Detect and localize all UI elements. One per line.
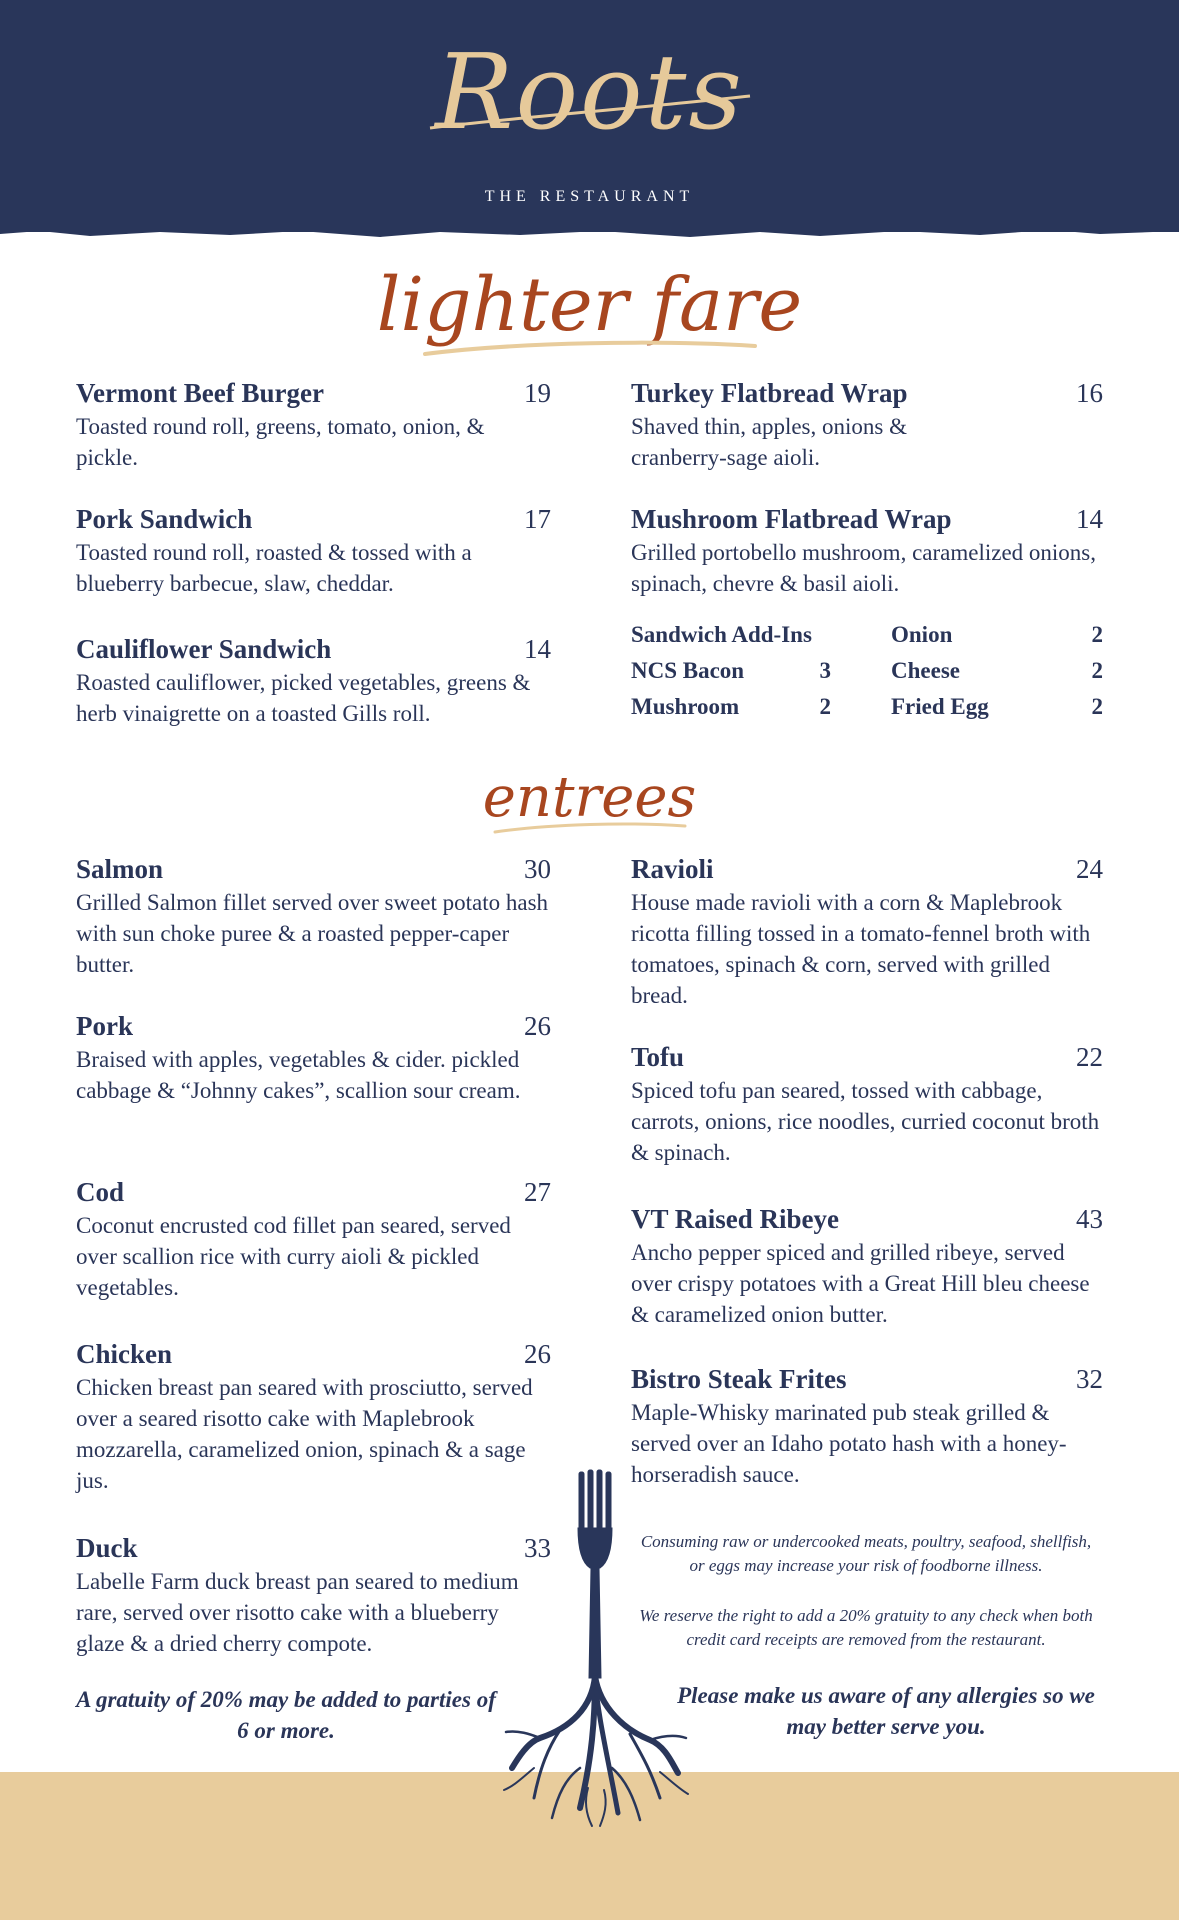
item-price: 33 <box>524 1533 551 1563</box>
item-price: 17 <box>524 504 551 534</box>
item-description: Roasted cauliflower, picked vegetables, greens & herb vinaigrette on a toasted Gills roll. <box>76 670 531 726</box>
item-name: Tofu <box>631 1042 685 1072</box>
header-banner <box>0 0 1179 232</box>
logo: Roots <box>435 31 744 153</box>
item-description: Coconut encrusted cod fillet pan seared, served over scallion rice with curry aioli & pickled vegetables. <box>76 1213 511 1300</box>
item-description: Grilled Salmon fillet served over sweet potato hash with sun choke puree & a roasted pepper-caper butter. <box>76 890 549 977</box>
item-name: Salmon <box>76 854 164 884</box>
item-name: Turkey Flatbread Wrap <box>631 378 908 408</box>
tagline: THE RESTAURANT <box>484 188 695 205</box>
menu-item <box>631 1364 1103 1490</box>
item-price: 27 <box>524 1177 551 1207</box>
addins-title: Sandwich Add-Ins <box>631 622 812 647</box>
item-description: House made ravioli with a corn & Maplebrook ricotta filling tossed in a tomato-fennel broth with tomatoes, spinach & corn, served with grilled bread. <box>631 890 1091 1008</box>
menu-item <box>76 504 551 599</box>
item-description: Maple-Whisky marinated pub steak grilled & served over an Idaho potato hash with a honey-horseradish sauce. <box>631 1400 1067 1487</box>
item-price: 22 <box>1076 1042 1103 1072</box>
item-price: 43 <box>1076 1204 1103 1234</box>
brush-edge-icon <box>0 225 1179 247</box>
item-price: 14 <box>1076 504 1103 534</box>
item-name: Mushroom Flatbread Wrap <box>631 504 952 534</box>
item-name: Chicken <box>76 1339 173 1369</box>
sandwich-addins <box>631 622 1103 720</box>
menu-item <box>76 1011 551 1106</box>
gratuity-party-notice: A gratuity of 20% may be added to parties of 6 or more. <box>76 1687 496 1743</box>
item-description: Grilled portobello mushroom, caramelized onions, spinach, chevre & basil aioli. <box>631 540 1096 596</box>
addin-item: Fried Egg 2 <box>891 694 1103 719</box>
item-description: Toasted round roll, greens, tomato, onion, & pickle. <box>76 414 485 470</box>
section-title-entrees: entrees <box>482 765 697 830</box>
item-price: 32 <box>1076 1364 1103 1394</box>
item-name: Cauliflower Sandwich <box>76 634 332 664</box>
item-name: Cod <box>76 1177 125 1207</box>
addin-item: Cheese 2 <box>891 658 1103 683</box>
menu-item <box>631 504 1103 599</box>
menu-item <box>76 1177 551 1303</box>
item-price: 14 <box>524 634 551 664</box>
menu-item <box>631 378 1103 473</box>
addin-item: Mushroom 2 <box>631 694 831 719</box>
item-description: Toasted round roll, roasted & tossed with a blueberry barbecue, slaw, cheddar. <box>76 540 472 596</box>
menu-item <box>631 1204 1103 1330</box>
section-title-lighter-fare: lighter fare <box>376 262 803 348</box>
item-name: Bistro Steak Frites <box>631 1364 847 1394</box>
item-name: Pork Sandwich <box>76 504 253 534</box>
fork-roots-icon <box>500 1468 690 1828</box>
item-description: Ancho pepper spiced and grilled ribeye, served over crispy potatoes with a Great Hill bleu cheese & caramelized onion butter. <box>631 1240 1090 1327</box>
menu-item <box>76 1533 551 1659</box>
section-swash-icon <box>420 336 760 360</box>
item-price: 30 <box>524 854 551 884</box>
item-name: VT Raised Ribeye <box>631 1204 840 1234</box>
item-price: 16 <box>1076 378 1103 408</box>
item-name: Ravioli <box>631 854 714 884</box>
menu-item <box>76 634 551 729</box>
item-name: Vermont Beef Burger <box>76 378 324 408</box>
item-description: Spiced tofu pan seared, tossed with cabbage, carrots, onions, rice noodles, curried coconut broth & spinach. <box>631 1078 1100 1165</box>
logo-swash-icon <box>420 88 760 168</box>
item-price: 24 <box>1076 854 1103 884</box>
item-name: Duck <box>76 1533 138 1563</box>
item-description: Shaved thin, apples, onions & cranberry-sage aioli. <box>631 414 907 470</box>
item-price: 26 <box>524 1339 551 1369</box>
menu-item <box>631 1042 1103 1168</box>
item-description: Labelle Farm duck breast pan seared to medium rare, served over risotto cake with a blueberry glaze & a dried cherry compote. <box>76 1569 519 1656</box>
menu-item <box>76 378 551 473</box>
addin-item: Onion 2 <box>891 622 1103 647</box>
raw-food-warning: Consuming raw or undercooked meats, poultry, seafood, shellfish, or eggs may increase your risk of foodborne illness. <box>640 1532 1092 1575</box>
menu-item <box>631 854 1103 1011</box>
item-description: Braised with apples, vegetables & cider. pickled cabbage & “Johnny cakes”, scallion sour cream. <box>76 1047 521 1103</box>
item-price: 26 <box>524 1011 551 1041</box>
allergies-notice: Please make us aware of any allergies so we may better serve you. <box>677 1683 1095 1739</box>
section-swash-icon <box>490 818 690 838</box>
gratuity-split-notice: We reserve the right to add a 20% gratuity to any check when both credit card receipts are removed from the restaurant. <box>639 1606 1093 1649</box>
menu-item <box>76 1339 551 1496</box>
menu-item <box>76 854 551 980</box>
item-price: 19 <box>524 378 551 408</box>
item-description: Chicken breast pan seared with prosciutto, served over a seared risotto cake with Maplebrook mozzarella, caramelized onion, spinach & a sage jus. <box>76 1375 533 1493</box>
addin-item: NCS Bacon 3 <box>631 658 831 683</box>
item-name: Pork <box>76 1011 133 1041</box>
